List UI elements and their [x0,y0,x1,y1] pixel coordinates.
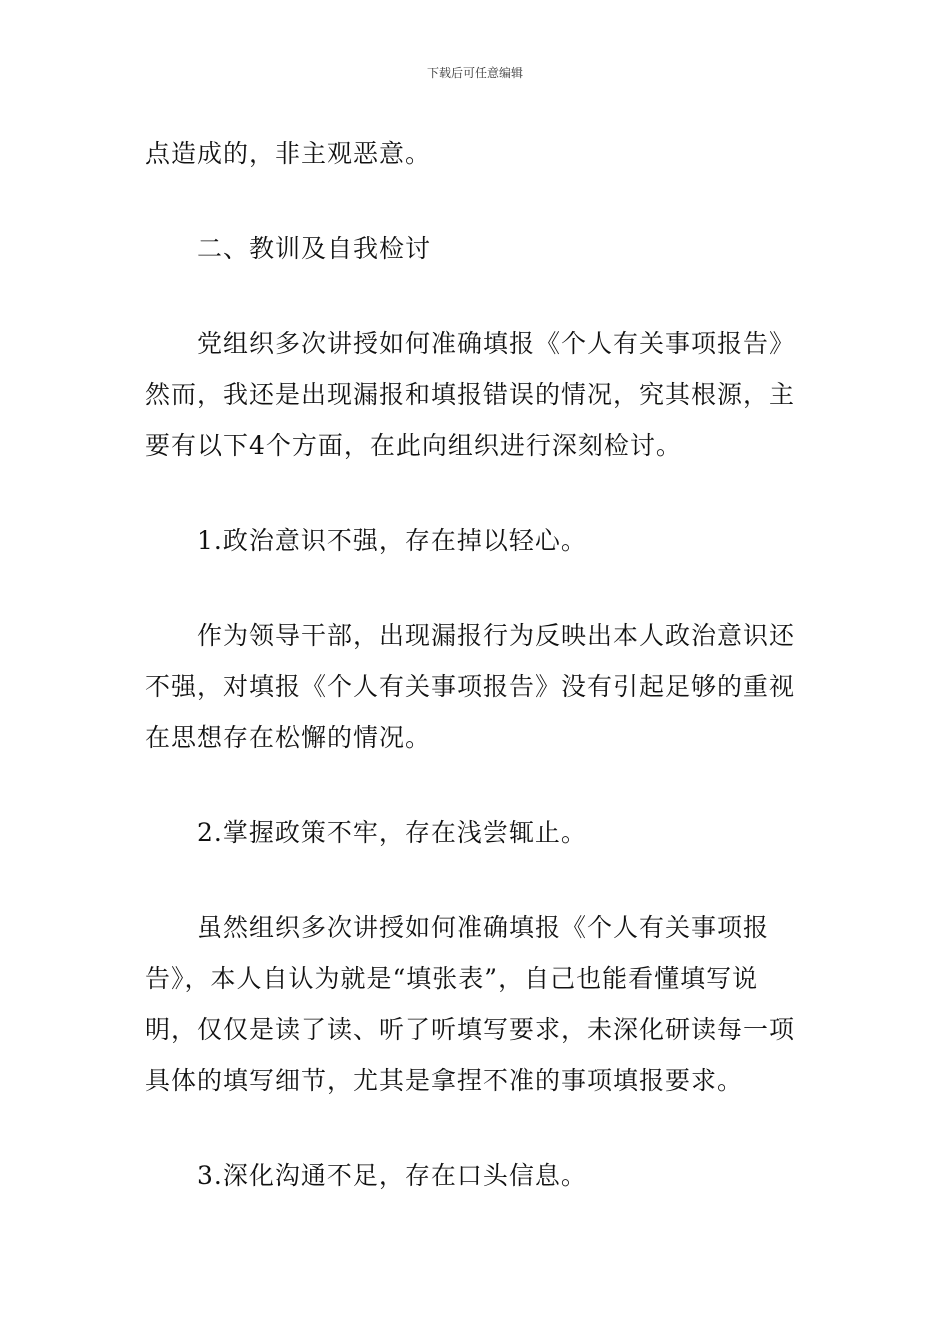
subheading-2: 2.掌握政策不牢，存在浅尝辄止。 [197,818,587,847]
paragraph-3: 作为领导干部，出现漏报行为反映出本人政治意识还不强，对填报《个人有关事项报告》没有引起足够的重视在思想存在松懈的情况。 [145,621,796,752]
subheading-1: 1.政治意识不强，存在掉以轻心。 [197,526,587,555]
document-body [145,128,810,1201]
paragraph-2: 党组织多次讲授如何准确填报《个人有关事项报告》然而，我还是出现漏报和填报错误的情况，究其根源，主要有以下4个方面，在此向组织进行深刻检讨。 [145,329,796,460]
paragraph-1: 点造成的，非主观恶意。 [145,139,432,168]
paragraph-4: 虽然组织多次讲授如何准确填报《个人有关事项报告》，本人自认为就是“填张表”，自己也能看懂填写说明，仅仅是读了读、听了听填写要求，未深化研读每一项具体的填写细节，尤其是拿捏不准的事项填报要求。 [145,913,796,1095]
section-heading: 二、教训及自我检讨 [197,234,432,263]
page-header: 下载后可任意编辑 [426,66,523,80]
subheading-3: 3.深化沟通不足，存在口头信息。 [197,1161,587,1190]
